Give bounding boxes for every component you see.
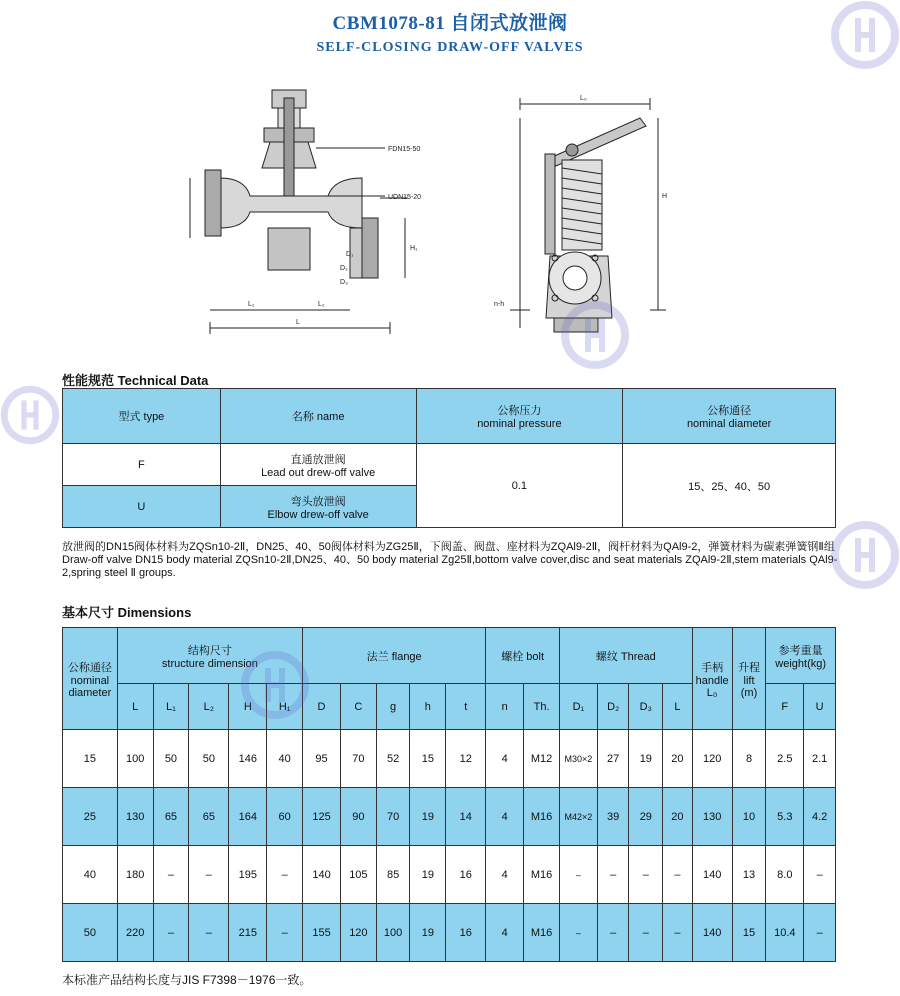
table-cell: 215 — [229, 904, 267, 962]
th-name: 名称 name — [220, 389, 416, 444]
label-h: H — [662, 193, 668, 200]
table-cell: 52 — [376, 730, 410, 788]
table-cell: 4 — [486, 730, 524, 788]
table-cell: 15 — [732, 904, 766, 962]
table-cell: 70 — [340, 730, 376, 788]
tech-section-title: 性能规范 Technical Data — [62, 373, 209, 388]
tech-name-u: 弯头放泄阀 Elbow drew-off valve — [220, 486, 416, 528]
table-cell: – — [597, 846, 629, 904]
label-d2: D₂ — [340, 265, 348, 272]
table-cell: M16 — [524, 788, 560, 846]
th-sub: Th. — [524, 684, 560, 730]
th-sub: L — [663, 684, 692, 730]
table-cell: M42×2 — [559, 788, 597, 846]
table-cell: 65 — [153, 788, 189, 846]
table-row — [63, 904, 836, 962]
table-cell: 16 — [446, 846, 486, 904]
table-cell: – — [189, 904, 229, 962]
tech-diameter: 15、25、40、50 — [623, 444, 836, 528]
tech-type-u: U — [63, 486, 221, 528]
table-cell: 180 — [117, 846, 153, 904]
table-cell: – — [804, 846, 836, 904]
th-sub: U — [804, 684, 836, 730]
th-sub: F — [766, 684, 804, 730]
table-cell: – — [559, 846, 597, 904]
table-cell: 20 — [663, 730, 692, 788]
table-cell: 130 — [117, 788, 153, 846]
label-udn: UDN15-20 — [388, 194, 422, 201]
table-cell: 13 — [732, 846, 766, 904]
th-sub: D₂ — [597, 684, 629, 730]
label-l: L — [296, 319, 300, 326]
table-cell: 27 — [597, 730, 629, 788]
th-sub: L — [117, 684, 153, 730]
table-cell: – — [629, 904, 663, 962]
table-cell: 8.0 — [766, 846, 804, 904]
th-sub: h — [410, 684, 446, 730]
table-row — [63, 846, 836, 904]
table-cell: 105 — [340, 846, 376, 904]
th-sub: C — [340, 684, 376, 730]
table-cell: 120 — [340, 904, 376, 962]
table-cell: 14 — [446, 788, 486, 846]
page-subtitle: SELF-CLOSING DRAW-OFF VALVES — [316, 40, 584, 55]
table-cell: – — [804, 904, 836, 962]
tech-pressure: 0.1 — [416, 444, 623, 528]
watermark-logo — [0, 380, 60, 450]
table-cell: – — [559, 904, 597, 962]
th-bolt: 螺栓 bolt — [486, 628, 560, 684]
table-row — [63, 730, 836, 788]
material-note-cn: 放泄阀的DN15阀体材料为ZQSn10-2Ⅱ，DN25、40、50阀体材料为ZG25Ⅱ，下阀盖、阀盘、座材料为ZQAl9-2Ⅱ，阀杆材料为QAl9-2，弹簧材料为碳素弹簧钢Ⅱ组 — [62, 541, 835, 553]
table-cell: 140 — [303, 846, 341, 904]
th-handle: 手柄 handle L₀ — [692, 628, 732, 730]
page-title: CBM1078-81 自闭式放泄阀 — [332, 13, 568, 34]
table-cell: 40 — [267, 730, 303, 788]
material-note-en: Draw-off valve DN15 body material ZQSn10-2Ⅱ,DN25、40、50 body material Zg25Ⅱ,bottom valve cover,disc and seat materials ZQAl9-2Ⅱ,stem materials QAl9-2,spring steel Ⅱ groups. — [62, 554, 838, 579]
label-l0: L₀ — [580, 95, 587, 102]
label-l2: L₂ — [318, 301, 325, 308]
table-cell: 2.5 — [766, 730, 804, 788]
th-sub: D₃ — [629, 684, 663, 730]
tech-data-table — [62, 388, 836, 528]
th-sub: D₁ — [559, 684, 597, 730]
table-cell: 4.2 — [804, 788, 836, 846]
table-cell: 5.3 — [766, 788, 804, 846]
table-cell: 19 — [629, 730, 663, 788]
table-cell: – — [267, 904, 303, 962]
table-cell: 15 — [63, 730, 118, 788]
table-cell: 10 — [732, 788, 766, 846]
table-cell: 19 — [410, 846, 446, 904]
tech-name-f: 直通放泄阀 Lead out drew-off valve — [220, 444, 416, 486]
table-cell: 140 — [692, 904, 732, 962]
table-cell: – — [267, 846, 303, 904]
table-cell: – — [629, 846, 663, 904]
table-cell: 10.4 — [766, 904, 804, 962]
table-cell: M16 — [524, 904, 560, 962]
th-nominal: 公称通径 nominal diameter — [63, 628, 118, 730]
table-cell: 8 — [732, 730, 766, 788]
label-h1: H₁ — [410, 245, 418, 252]
material-note — [62, 541, 842, 580]
th-weight: 参考重量 weight(kg) — [766, 628, 836, 684]
table-cell: M12 — [524, 730, 560, 788]
table-cell: 19 — [410, 904, 446, 962]
table-cell: 16 — [446, 904, 486, 962]
table-cell: 100 — [376, 904, 410, 962]
th-sub: g — [376, 684, 410, 730]
table-cell: – — [153, 904, 189, 962]
th-sub: D — [303, 684, 341, 730]
table-cell: – — [153, 846, 189, 904]
tech-type-f: F — [63, 444, 221, 486]
table-cell: 60 — [267, 788, 303, 846]
table-cell: 164 — [229, 788, 267, 846]
table-cell: 90 — [340, 788, 376, 846]
th-lift: 升程 lift (m) — [732, 628, 766, 730]
table-cell: 100 — [117, 730, 153, 788]
table-cell: 70 — [376, 788, 410, 846]
th-sub: H₁ — [267, 684, 303, 730]
table-cell: 4 — [486, 904, 524, 962]
th-sub: H — [229, 684, 267, 730]
table-row — [63, 788, 836, 846]
label-d1: D₁ — [346, 251, 354, 258]
table-cell: – — [189, 846, 229, 904]
label-l1: L₁ — [248, 301, 255, 308]
table-cell: 19 — [410, 788, 446, 846]
table-cell: 146 — [229, 730, 267, 788]
table-cell: 120 — [692, 730, 732, 788]
table-cell: 15 — [410, 730, 446, 788]
table-cell: 95 — [303, 730, 341, 788]
table-cell: 130 — [692, 788, 732, 846]
table-cell: 85 — [376, 846, 410, 904]
table-cell: 195 — [229, 846, 267, 904]
table-cell: – — [663, 846, 692, 904]
table-cell: 125 — [303, 788, 341, 846]
table-cell: 65 — [189, 788, 229, 846]
footer-note: 本标准产品结构长度与JIS F7398－1976一致。 — [62, 973, 312, 987]
table-cell: 4 — [486, 846, 524, 904]
th-sub: n — [486, 684, 524, 730]
label-fdn: FDN15-50 — [388, 146, 421, 153]
table-cell: 20 — [663, 788, 692, 846]
table-cell: 29 — [629, 788, 663, 846]
dims-table-body — [63, 730, 836, 962]
table-cell: – — [663, 904, 692, 962]
th-diameter: 公称通径 nominal diameter — [623, 389, 836, 444]
table-cell: 12 — [446, 730, 486, 788]
th-type: 型式 type — [63, 389, 221, 444]
th-structure: 结构尺寸 structure dimension — [117, 628, 302, 684]
table-cell: 39 — [597, 788, 629, 846]
th-sub: t — [446, 684, 486, 730]
table-cell: 155 — [303, 904, 341, 962]
th-thread: 螺纹 Thread — [559, 628, 692, 684]
dims-table — [62, 627, 836, 962]
table-cell: 2.1 — [804, 730, 836, 788]
label-nh: n-h — [494, 301, 505, 308]
th-sub: L₁ — [153, 684, 189, 730]
table-cell: 220 — [117, 904, 153, 962]
th-pressure: 公称压力 nominal pressure — [416, 389, 623, 444]
table-cell: 25 — [63, 788, 118, 846]
dims-section-title: 基本尺寸 Dimensions — [62, 605, 192, 620]
table-cell: 50 — [153, 730, 189, 788]
th-sub: L₂ — [189, 684, 229, 730]
table-cell: – — [597, 904, 629, 962]
label-d3: D₃ — [340, 279, 348, 286]
table-cell: M16 — [524, 846, 560, 904]
th-flange: 法兰 flange — [303, 628, 486, 684]
valve-drawing — [150, 78, 710, 348]
table-cell: 40 — [63, 846, 118, 904]
table-cell: 4 — [486, 788, 524, 846]
table-cell: M30×2 — [559, 730, 597, 788]
table-cell: 50 — [63, 904, 118, 962]
table-cell: 140 — [692, 846, 732, 904]
table-cell: 50 — [189, 730, 229, 788]
